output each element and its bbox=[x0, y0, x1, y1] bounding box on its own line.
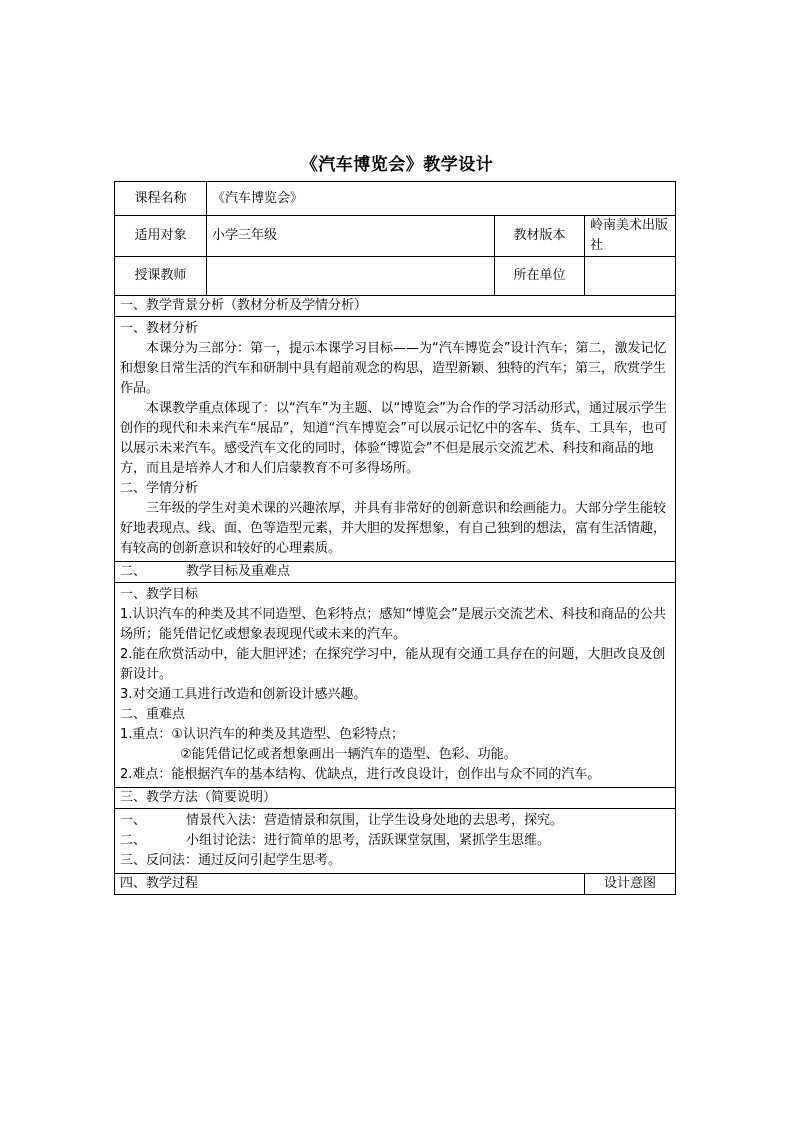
goals-title: 一、教学目标 bbox=[120, 587, 199, 602]
teacher-label: 授课教师 bbox=[115, 257, 207, 296]
row-target bbox=[115, 216, 676, 257]
section-goals-body bbox=[115, 583, 676, 788]
section-methods-header: 三、教学方法（简要说明） bbox=[115, 788, 676, 809]
section-background-header: 一、教学背景分析（教材分析及学情分析） bbox=[115, 296, 676, 317]
section-goals-header-row bbox=[115, 562, 676, 583]
method-1 bbox=[120, 811, 670, 831]
section-goals-header bbox=[115, 562, 676, 583]
method-3: 三、反问法：通过反问引起学生思考。 bbox=[120, 853, 342, 868]
section-methods-header-row bbox=[115, 788, 676, 809]
lesson-plan-table bbox=[114, 181, 676, 895]
section-goals-body-row bbox=[115, 583, 676, 788]
section-process-header: 四、教学过程 bbox=[115, 874, 585, 895]
section-background-header-row bbox=[115, 296, 676, 317]
section-process-header-row bbox=[115, 874, 676, 895]
design-intent-header: 设计意图 bbox=[585, 874, 676, 895]
target-label: 适用对象 bbox=[115, 216, 207, 257]
key-points-title: 二、重难点 bbox=[120, 707, 186, 722]
target-value: 小学三年级 bbox=[207, 216, 495, 257]
section-goals-text: 教学目标及重难点 bbox=[186, 564, 291, 579]
method-2 bbox=[120, 831, 670, 851]
section-methods-body-row bbox=[115, 809, 676, 874]
unit-label: 所在单位 bbox=[495, 257, 585, 296]
section-goals-number: 二、 bbox=[120, 564, 147, 579]
method-2-text: 小组讨论法：进行简单的思考，活跃课堂氛围，紧抓学生思维。 bbox=[186, 833, 551, 848]
goal-3: 3.对交通工具进行改造和创新设计感兴趣。 bbox=[120, 687, 367, 702]
material-analysis-title: 一、教材分析 bbox=[120, 321, 199, 336]
material-paragraph-2: 本课教学重点体现了：以“汽车”为主题、以“博览会”为合作的学习活动形式，通过展示学生创作的现代和未来汽车“展品”，知道“汽车博览会”可以展示记忆中的客车、货车、工具车，也可以展示未来汽车。感受汽车文化的同时，体验“博览会”不但是展示交流艺术、科技和商品的地方，而且是培养人才和人们启蒙教育不可多得场所。 bbox=[120, 401, 667, 476]
document-title: 《汽车博览会》教学设计 bbox=[300, 155, 494, 175]
key-point-1: 1.重点：①认识汽车的种类及其造型、色彩特点； bbox=[120, 727, 405, 742]
section-background-body-row bbox=[115, 317, 676, 562]
goal-1: 1.认识汽车的种类及其不同造型、色彩特点；感知“博览会”是展示交流艺术、科技和商品的公共场所；能凭借记忆或想象表现现代或未来的汽车。 bbox=[120, 607, 666, 642]
method-1-number: 一、 bbox=[120, 813, 147, 828]
student-analysis-title: 二、学情分析 bbox=[120, 481, 199, 496]
section-methods-body bbox=[115, 809, 676, 874]
section-background-body bbox=[115, 317, 676, 562]
student-paragraph-1: 三年级的学生对美术课的兴趣浓厚，并具有非常好的创新意识和绘画能力。大部分学生能较好地表现点、线、面、色等造型元素，并大胆的发挥想象，有自己独到的想法，富有生活情趣，有较高的创新意识和较好的心理素质。 bbox=[120, 501, 667, 556]
row-course-name bbox=[115, 182, 676, 216]
textbook-value: 岭南美术出版社 bbox=[585, 216, 676, 257]
goal-2: 2.能在欣赏活动中，能大胆评述；在探究学习中，能从现有交通工具存在的问题，大胆改良及创新设计。 bbox=[120, 647, 666, 682]
material-paragraph-1: 本课分为三部分：第一，提示本课学习目标——为“汽车博览会”设计汽车；第二，激发记忆和想象日常生活的汽车和研制中具有超前观念的构思，造型新颖、独特的汽车；第三，欣赏学生作品。 bbox=[120, 341, 667, 396]
teacher-value bbox=[207, 257, 495, 296]
unit-value bbox=[585, 257, 676, 296]
course-name-label: 课程名称 bbox=[115, 182, 207, 216]
method-2-number: 二、 bbox=[120, 833, 147, 848]
textbook-label: 教材版本 bbox=[495, 216, 585, 257]
course-name-value: 《汽车博览会》 bbox=[207, 182, 676, 216]
row-teacher bbox=[115, 257, 676, 296]
method-1-text: 情景代入法：营造情景和氛围，让学生设身处地的去思考，探究。 bbox=[186, 813, 564, 828]
key-point-1b: ②能凭借记忆或者想象画出一辆汽车的造型、色彩、功能。 bbox=[180, 747, 517, 762]
key-point-2: 2.难点：能根据汽车的基本结构、优缺点，进行改良设计，创作出与众不同的汽车。 bbox=[120, 767, 601, 782]
